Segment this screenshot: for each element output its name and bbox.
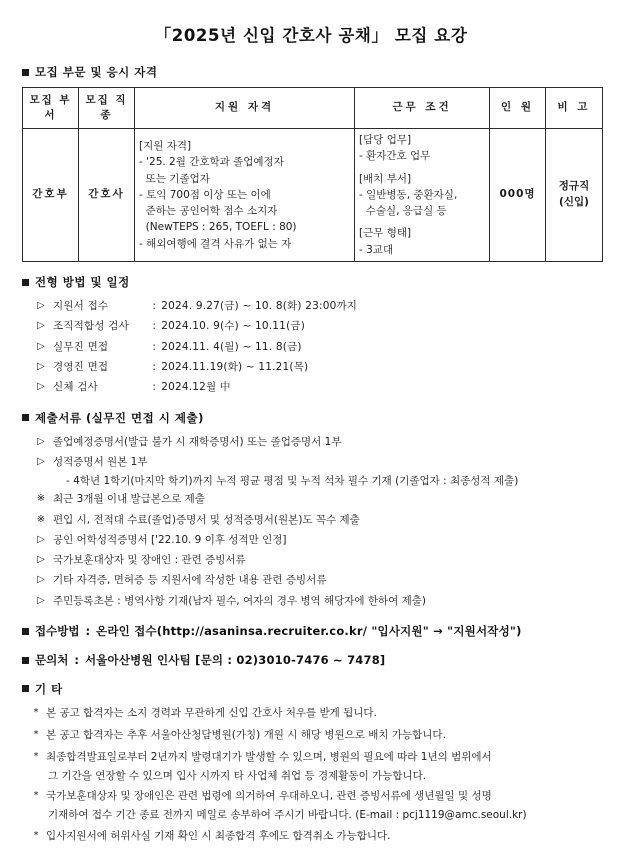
list-item [22, 826, 600, 848]
section-recruitment [22, 64, 600, 262]
list-item [22, 530, 600, 550]
section-heading-recruitment [22, 64, 600, 81]
apply-label: 접수방법 [35, 624, 80, 639]
schedule-separator: : [148, 380, 162, 393]
contact-line [22, 652, 600, 669]
schedule-label: 조직적합성 검사 [53, 320, 129, 333]
triangle-bullet-icon: ▷ [37, 360, 45, 372]
th-condition: 근무 조건 [355, 87, 490, 128]
document-item-text: 편입 시, 전적대 수료(졸업)증명서 및 성적증명서(원본)도 꼭수 제출 [53, 513, 360, 526]
cell-note [546, 129, 603, 262]
asterisk-bullet-icon: * [33, 790, 39, 802]
contact-value: 서울아산병원 인사팀 [문의 : 02)3010-7476 ~ 7478] [84, 652, 386, 667]
list-item [22, 510, 600, 530]
cell-count: 000명 [490, 129, 546, 262]
asterisk-bullet-icon: ※ [36, 513, 46, 525]
document-item-text: 주민등록초본 : 병역사항 기재(남자 필수, 여자의 경우 병역 해당자에 한하여 제출) [53, 594, 427, 607]
list-item [22, 703, 600, 725]
dash-bullet-icon: - [66, 474, 70, 487]
th-job: 모집 직종 [79, 87, 135, 128]
section-etc [22, 681, 600, 848]
cell-dept: 간호부 [23, 129, 79, 262]
section-heading-text: 제출서류 (실무진 면접 시 제출) [35, 410, 204, 425]
table-header-row [23, 87, 603, 128]
cell-qualification [135, 129, 355, 262]
asterisk-bullet-icon: * [33, 707, 39, 719]
triangle-bullet-icon: ▷ [37, 435, 45, 447]
asterisk-bullet-icon: * [33, 829, 39, 841]
document-item-text: 국가보훈대상자 및 장애인 : 관련 증빙서류 [53, 554, 246, 567]
bullet-square-icon [22, 69, 29, 76]
th-count: 인 원 [490, 87, 546, 128]
condition-line: 수술실, 응급실 등 [359, 205, 447, 218]
schedule-value: 2024. 9.27(금) ~ 10. 8(화) 23:00까지 [161, 300, 358, 313]
etc-item-continuation: 기재하여 접수 기간 종료 전까지 메일로 송부하여 주시기 바랍니다. (E-mail : pcj1119@amc.seoul.kr) [48, 809, 527, 822]
cell-job: 간호사 [79, 129, 135, 262]
list-item [22, 786, 600, 808]
qualification-line: 또는 기졸업자 [139, 172, 210, 185]
th-qualification: 지원 자격 [135, 87, 355, 128]
section-heading-text: 모집 부문 및 응시 자격 [35, 64, 158, 79]
bullet-square-icon [22, 414, 29, 421]
schedule-separator: : [148, 340, 162, 353]
etc-item-text: 국가보훈대상자 및 장애인은 관련 법령에 의거하여 우대하오니, 관련 증빙서류에 생년월일 및 성명 [46, 790, 492, 803]
schedule-value: 2024.11.19(화) ~ 11.21(목) [161, 360, 309, 373]
list-item [22, 591, 600, 611]
qualification-title: [지원 자격] [139, 140, 192, 153]
etc-item-continuation: 그 기간을 연장할 수 있으며 입사 시까지 타 사업체 취업 등 경제활동이 가능합니다. [48, 769, 427, 782]
document-item-text: 최근 3개월 이내 발급본으로 제출 [53, 493, 205, 506]
triangle-bullet-icon: ▷ [37, 300, 45, 312]
recruitment-table [22, 87, 603, 262]
document-item-text: 기타 자격증, 면허증 등 지원서에 작성한 내용 관련 증빙서류 [53, 574, 327, 587]
schedule-separator: : [148, 320, 162, 333]
triangle-bullet-icon: ▷ [37, 533, 45, 545]
asterisk-bullet-icon: ※ [36, 493, 46, 505]
document-item-text: 졸업예정증명서(발급 불가 시 재학증명서) 또는 졸업증명서 1부 [53, 435, 342, 448]
triangle-bullet-icon: ▷ [37, 574, 45, 586]
triangle-bullet-icon: ▷ [37, 554, 45, 566]
etc-item-text: 본 공고 합격자는 추후 서울아산청담병원(가칭) 개원 시 해당 병원으로 배치 가능합니다. [46, 729, 446, 742]
table-row [23, 129, 603, 262]
schedule-value: 2024.11. 4(월) ~ 11. 8(금) [161, 340, 302, 353]
qualification-line: 준하는 공인어학 점수 소지자 [139, 205, 278, 218]
condition-title: [배치 부서] [359, 172, 412, 185]
section-apply [22, 623, 600, 640]
triangle-bullet-icon: ▷ [37, 594, 45, 606]
etc-item-text: 최종합격발표일로부터 2년까지 발령대기가 발생할 수 있으며, 병원의 필요에 따라 1년의 범위에서 [46, 750, 492, 763]
schedule-label: 지원서 접수 [53, 300, 109, 313]
list-item [22, 490, 600, 510]
contact-label: 문의처 [35, 652, 69, 667]
document-item-text: 공인 어학성적증명서 ['22.10. 9 이후 성적만 인정] [53, 533, 287, 546]
th-note: 비 고 [546, 87, 603, 128]
schedule-separator: : [148, 360, 162, 373]
section-contact [22, 652, 600, 669]
list-item [22, 747, 600, 769]
apply-line [22, 623, 600, 640]
list-item [22, 317, 600, 337]
section-process [22, 274, 600, 398]
list-item [22, 357, 600, 377]
condition-title: [근무 형태] [359, 227, 412, 240]
list-item [22, 432, 600, 452]
th-dept: 모집 부서 [23, 87, 79, 128]
schedule-label: 경영진 면접 [53, 360, 109, 373]
condition-line: - 환자간호 업무 [359, 150, 431, 163]
bullet-square-icon [22, 628, 29, 635]
apply-value[interactable]: 온라인 접수(http://asaninsa.recruiter.co.kr/ "입사지원" → "지원서작성") [96, 624, 522, 639]
list-item [22, 453, 600, 473]
triangle-bullet-icon: ▷ [37, 380, 45, 392]
page-title: 「2025년 신입 간호사 공채」 모집 요강 [154, 26, 468, 45]
qualification-line: - 해외여행에 결격 사유가 없는 자 [139, 237, 292, 250]
list-item [22, 377, 600, 397]
list-item [22, 725, 600, 747]
qualification-line: - 토익 700점 이상 또는 이에 [139, 188, 271, 201]
etc-item-text: 입사지원서에 허위사실 기재 확인 시 최종합격 후에도 합격취소 가능합니다. [46, 829, 391, 842]
cell-condition [355, 129, 490, 262]
list-item [22, 297, 600, 317]
section-heading-text: 전형 방법 및 일정 [35, 274, 130, 289]
etc-item-text: 본 공고 합격자는 소지 경력과 무관하게 신입 간호사 처우를 받게 됩니다. [46, 707, 377, 720]
section-heading-etc [22, 681, 600, 698]
condition-title: [담당 업무] [359, 134, 412, 147]
section-heading-text: 기 타 [35, 681, 63, 696]
bullet-square-icon [22, 657, 29, 664]
qualification-line: - '25. 2월 간호학과 졸업예정자 [139, 156, 284, 169]
list-item [22, 551, 600, 571]
schedule-value: 2024.10. 9(수) ~ 10.11(금) [161, 320, 305, 333]
document-subitem-text: 4학년 1학기(마지막 학기)까지 누적 평균 평점 및 누적 석차 필수 기재 (기졸업자 : 최종성적 제출) [73, 474, 519, 487]
contact-separator: : [74, 652, 79, 667]
schedule-value: 2024.12월 中 [161, 380, 231, 393]
apply-separator: : [85, 624, 91, 639]
condition-line: - 일반병동, 중환자실, [359, 188, 458, 201]
document-item-text: 성적증명서 원본 1부 [53, 456, 148, 469]
triangle-bullet-icon: ▷ [37, 340, 45, 352]
note-line-1: 정규직 [558, 180, 590, 193]
section-heading-documents [22, 410, 600, 427]
list-item [22, 571, 600, 591]
qualification-line: (NewTEPS : 265, TOEFL : 80) [139, 221, 297, 234]
condition-line: - 3교대 [359, 243, 394, 256]
list-item [22, 337, 600, 357]
schedule-separator: : [148, 300, 162, 313]
asterisk-bullet-icon: * [33, 729, 39, 741]
document-subitem [22, 473, 600, 490]
note-line-2: (신입) [559, 195, 589, 208]
triangle-bullet-icon: ▷ [37, 456, 45, 468]
bullet-square-icon [22, 685, 29, 692]
schedule-label: 실무진 면접 [53, 340, 109, 353]
schedule-label: 신체 검사 [53, 380, 98, 393]
section-documents [22, 410, 600, 612]
triangle-bullet-icon: ▷ [37, 320, 45, 332]
bullet-square-icon [22, 279, 29, 286]
section-heading-process [22, 274, 600, 291]
asterisk-bullet-icon: * [33, 750, 39, 762]
